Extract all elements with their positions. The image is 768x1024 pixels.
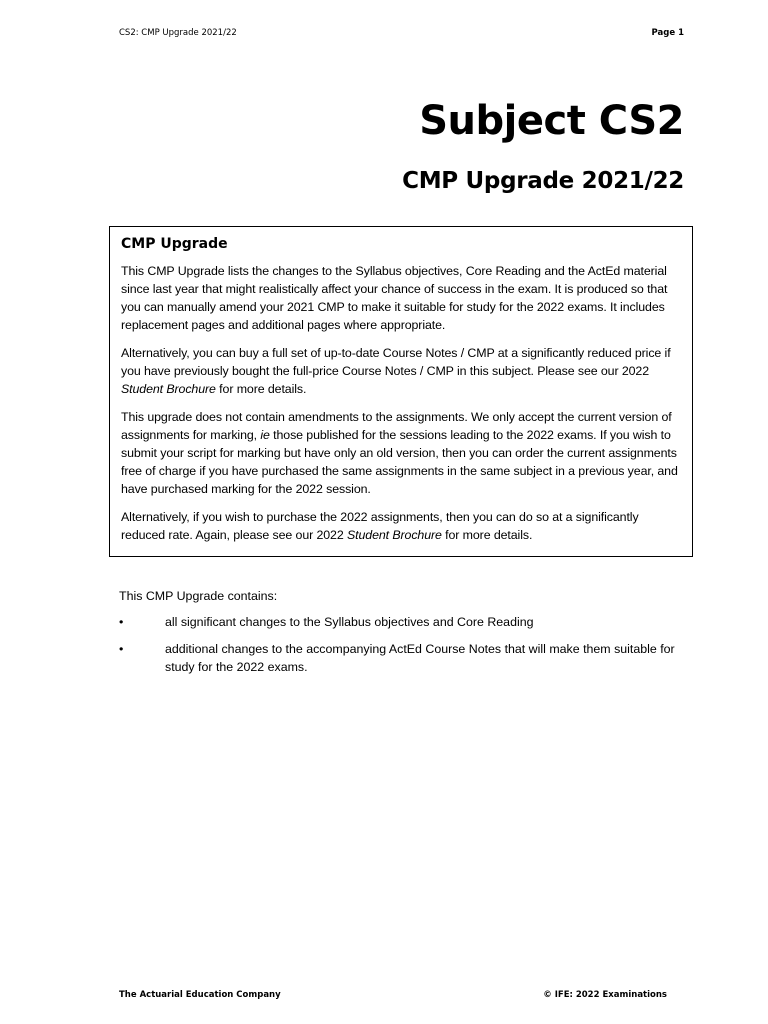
page-title: Subject CS2 bbox=[419, 98, 684, 144]
page-subtitle: CMP Upgrade 2021/22 bbox=[402, 168, 684, 194]
contains-intro: This CMP Upgrade contains: bbox=[119, 589, 278, 603]
info-paragraph-1 bbox=[121, 262, 681, 334]
contains-list bbox=[119, 613, 689, 685]
header-page-number: Page 1 bbox=[651, 28, 684, 38]
info-paragraph-3-text-a: This upgrade does not contain amendments to the assignments. We only accept the current version of assignments for marking, bbox=[121, 410, 672, 442]
info-paragraph-2-text-a: Alternatively, you can buy a full set of up-to-date Course Notes / CMP at a significantly reduced price if you have previously bought the full-price Course Notes / CMP in this subject. Please see our 2022 bbox=[121, 346, 671, 378]
cmp-upgrade-info-box bbox=[109, 226, 693, 557]
list-item bbox=[119, 613, 689, 631]
list-item bbox=[119, 640, 689, 676]
info-paragraph-3-text-b: those published for the sessions leading to the 2022 exams. If you wish to submit your script for marking but have only an old version, then you can order the current assignments free of charge if you have purchased the same assignments in the same subject in a previous year, and have purchased marking for the 2022 session. bbox=[121, 428, 678, 496]
header-running-title: CS2: CMP Upgrade 2021/22 bbox=[119, 28, 237, 38]
footer-company: The Actuarial Education Company bbox=[119, 990, 281, 1000]
info-paragraph-4-text-a: Alternatively, if you wish to purchase the 2022 assignments, then you can do so at a significantly reduced rate. Again, please see our 2022 bbox=[121, 510, 639, 542]
bullet-icon: • bbox=[119, 642, 124, 656]
info-paragraph-4-brochure: Student Brochure bbox=[346, 528, 442, 542]
info-paragraph-3-ie: ie bbox=[260, 428, 270, 442]
info-paragraph-4-text-b: for more details. bbox=[441, 528, 533, 542]
info-box-title: CMP Upgrade bbox=[121, 236, 228, 252]
info-paragraph-2 bbox=[121, 344, 681, 398]
info-paragraph-3 bbox=[121, 408, 681, 498]
footer-copyright: © IFE: 2022 Examinations bbox=[543, 990, 667, 1000]
bullet-icon: • bbox=[119, 615, 124, 629]
info-paragraph-4 bbox=[121, 508, 681, 544]
list-item-text: additional changes to the accompanying ActEd Course Notes that will make them suitable for study for the 2022 exams. bbox=[165, 642, 675, 674]
info-paragraph-1-text: This CMP Upgrade lists the changes to the Syllabus objectives, Core Reading and the ActEd material since last year that might realistically affect your chance of success in the exam. It is produced so that you can manually amend your 2021 CMP to make it suitable for study for the 2022 exams. It includes replacement pages and additional pages where appropriate. bbox=[121, 264, 668, 332]
info-paragraph-2-brochure: Student Brochure bbox=[121, 382, 216, 396]
info-paragraph-2-text-b: for more details. bbox=[215, 382, 307, 396]
list-item-text: all significant changes to the Syllabus objectives and Core Reading bbox=[165, 615, 534, 629]
